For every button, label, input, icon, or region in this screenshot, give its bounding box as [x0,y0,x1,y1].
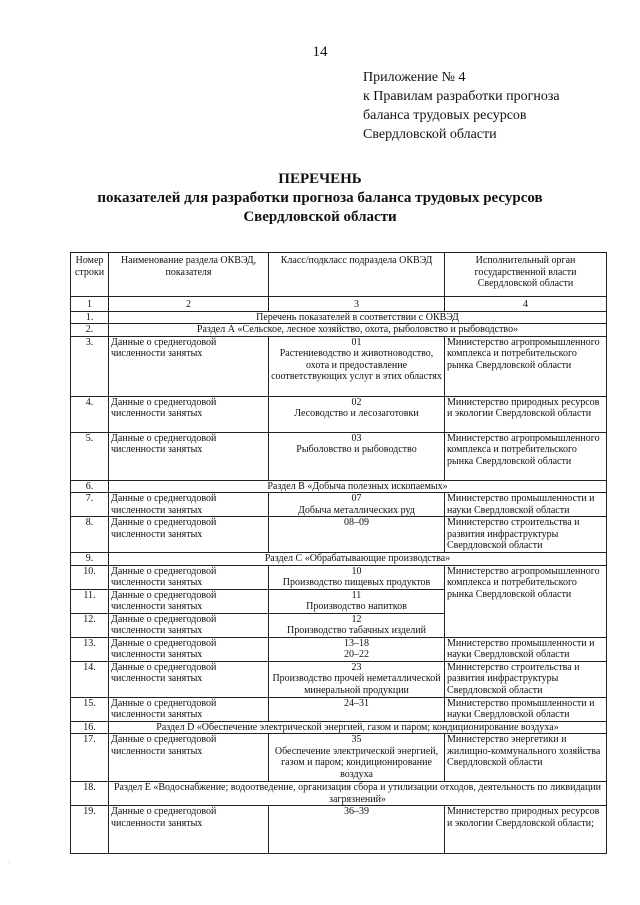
class-code: 35 [351,734,362,745]
appendix-line: Свердловской области [363,127,497,142]
class-code: 23 [351,661,362,673]
row-number-cell: 7. [71,493,109,517]
table-row [71,493,607,517]
indicator-name-cell: Данные о среднегодовой численности занятых [109,697,269,721]
section-heading-cell: Раздел В «Добыча полезных ископаемых» [109,480,607,493]
row-number-cell: 16. [71,721,109,734]
class-description: Лесоводство и лесозаготовки [294,408,419,419]
class-description: Производство напитков [306,601,407,612]
column-number-cell: 3 [269,297,445,312]
indicator-name-cell: Данные о среднегодовой численности занятых [109,517,269,553]
indicators-table [70,252,607,854]
class-description: Обеспечение электрической энергией, газом и паром; кондиционирование воздуха [274,745,439,780]
class-code: 24–31 [344,697,369,709]
indicator-name-cell: Данные о среднегодовой численности занятых [109,336,269,396]
class-code: 11 [351,589,362,601]
class-cell [269,336,445,396]
appendix-block [363,68,560,144]
class-cell [269,517,445,553]
row-number-cell: 9. [71,553,109,566]
appendix-line: баланса трудовых ресурсов [363,108,527,123]
table-row [71,806,607,854]
table-column-numbers-row [71,297,607,312]
class-code: 36–39 [344,806,369,817]
section-heading-cell: Раздел С «Обрабатывающие производства» [109,553,607,566]
indicator-name-cell: Данные о среднегодовой численности занятых [109,565,269,589]
table-row [71,565,607,589]
indicator-name-cell: Данные о среднегодовой численности занятых [109,396,269,432]
document-title-block [0,170,640,227]
class-code: 01 [351,336,362,348]
row-number-cell: 19. [71,806,109,854]
row-number-cell: 13. [71,637,109,661]
class-description: Производство прочей неметаллической минеральной продукции [272,673,441,696]
page-number: 14 [312,44,328,60]
table-header-row [71,253,607,297]
indicator-name-cell: Данные о среднегодовой численности занятых [109,734,269,782]
class-cell [269,613,445,637]
executive-body-cell: Министерство промышленности и науки Свердловской области [445,697,607,721]
header-cell-org: Исполнительный орган государственной власти Свердловской области [445,253,607,297]
table-row [71,396,607,432]
row-number-cell: 2. [71,324,109,337]
executive-body-cell: Министерство природных ресурсов и экологии Свердловской области; [445,806,607,854]
class-code: 03 [351,432,362,444]
table-row [71,553,607,566]
table-row [71,782,607,806]
class-description: Растениеводство и животноводство, охота и предоставление соответствующих услуг в этих областях [271,348,442,382]
row-number-cell: 14. [71,661,109,697]
table-row [71,336,607,396]
executive-body-cell: Министерство строительства и развития инфраструктуры Свердловской области [445,517,607,553]
indicator-name-cell: Данные о среднегодовой численности занятых [109,613,269,637]
class-description: Рыболовство и рыбоводство [296,444,417,455]
edge-mark: · [8,858,11,867]
column-number-cell: 2 [109,297,269,312]
table-row [71,721,607,734]
row-number-cell: 8. [71,517,109,553]
table-row [71,661,607,697]
table-row [71,734,607,782]
section-heading-cell: Раздел Е «Водоснабжение; водоотведение, организация сбора и утилизации отходов, деятельность по ликвидации загрязнений» [109,782,607,806]
class-cell [269,432,445,480]
class-cell [269,396,445,432]
row-number-cell: 6. [71,480,109,493]
indicators-table-wrap [70,252,606,854]
row-number-cell: 5. [71,432,109,480]
header-cell-name: Наименование раздела ОКВЭД, показателя [109,253,269,297]
table-row [71,697,607,721]
column-number-cell: 4 [445,297,607,312]
table-row [71,432,607,480]
class-code: 02 [351,396,362,408]
table-row [71,324,607,337]
document-title: ПЕРЕЧЕНЬ [278,171,362,187]
document-subtitle-line: показателей для разработки прогноза баланса трудовых ресурсов [97,190,543,206]
row-number-cell: 4. [71,396,109,432]
executive-body-cell: Министерство промышленности и науки Свердловской области [445,637,607,661]
appendix-line: Приложение № 4 [363,70,466,85]
executive-body-cell: Министерство промышленности и науки Свердловской области [445,493,607,517]
table-row [71,311,607,324]
class-cell [269,661,445,697]
indicator-name-cell: Данные о среднегодовой численности занятых [109,661,269,697]
class-cell [269,734,445,782]
indicator-name-cell: Данные о среднегодовой численности занятых [109,432,269,480]
class-description: Производство пищевых продуктов [282,577,431,588]
row-number-cell: 11. [71,589,109,613]
section-heading-cell: Перечень показателей в соответствии с ОКВЭД [109,311,607,324]
indicator-name-cell: Данные о среднегодовой численности занятых [109,637,269,661]
class-code: 08–09 [344,517,369,528]
document-subtitle-line: Свердловской области [243,209,397,225]
indicator-name-cell: Данные о среднегодовой численности занятых [109,589,269,613]
executive-body-cell: Министерство агропромышленного комплекса и потребительского рынка Свердловской области [445,432,607,480]
class-description: Добыча металлических руд [298,504,415,516]
class-cell [269,637,445,661]
header-cell-class: Класс/подкласс подраздела ОКВЭД [269,253,445,297]
row-number-cell: 3. [71,336,109,396]
table-row [71,480,607,493]
class-cell [269,493,445,517]
section-heading-cell: Раздел А «Сельское, лесное хозяйство, охота, рыболовство и рыбоводство» [109,324,607,337]
section-heading-cell: Раздел D «Обеспечение электрической энергией, газом и паром; кондиционирование воздуха» [109,721,607,734]
header-cell-number: Номер строки [71,253,109,297]
table-body [71,311,607,854]
class-code: 10 [351,565,362,577]
executive-body-cell: Министерство агропромышленного комплекса и потребительского рынка Свердловской области [445,336,607,396]
row-number-cell: 18. [71,782,109,806]
class-cell [269,697,445,721]
row-number-cell: 1. [71,311,109,324]
table-row [71,637,607,661]
indicator-name-cell: Данные о среднегодовой численности занятых [109,806,269,854]
class-cell [269,806,445,854]
table-row [71,517,607,553]
class-cell [269,565,445,589]
executive-body-cell: Министерство агропромышленного комплекса и потребительского рынка Свердловской области [445,565,607,637]
row-number-cell: 12. [71,613,109,637]
executive-body-cell: Министерство энергетики и жилищно-коммунального хозяйства Свердловской области [445,734,607,782]
class-description: 20–22 [344,649,369,660]
executive-body-cell: Министерство строительства и развития инфраструктуры Свердловской области [445,661,607,697]
row-number-cell: 15. [71,697,109,721]
class-code: 07 [351,493,362,504]
class-code: 12 [351,613,362,625]
row-number-cell: 17. [71,734,109,782]
column-number-cell: 1 [71,297,109,312]
class-description: Производство табачных изделий [287,625,426,636]
appendix-line: к Правилам разработки прогноза [363,89,560,104]
class-cell [269,589,445,613]
executive-body-cell: Министерство природных ресурсов и экологии Свердловской области [445,396,607,432]
row-number-cell: 10. [71,565,109,589]
class-code: 13–18 [344,637,369,649]
indicator-name-cell: Данные о среднегодовой численности занятых [109,493,269,517]
